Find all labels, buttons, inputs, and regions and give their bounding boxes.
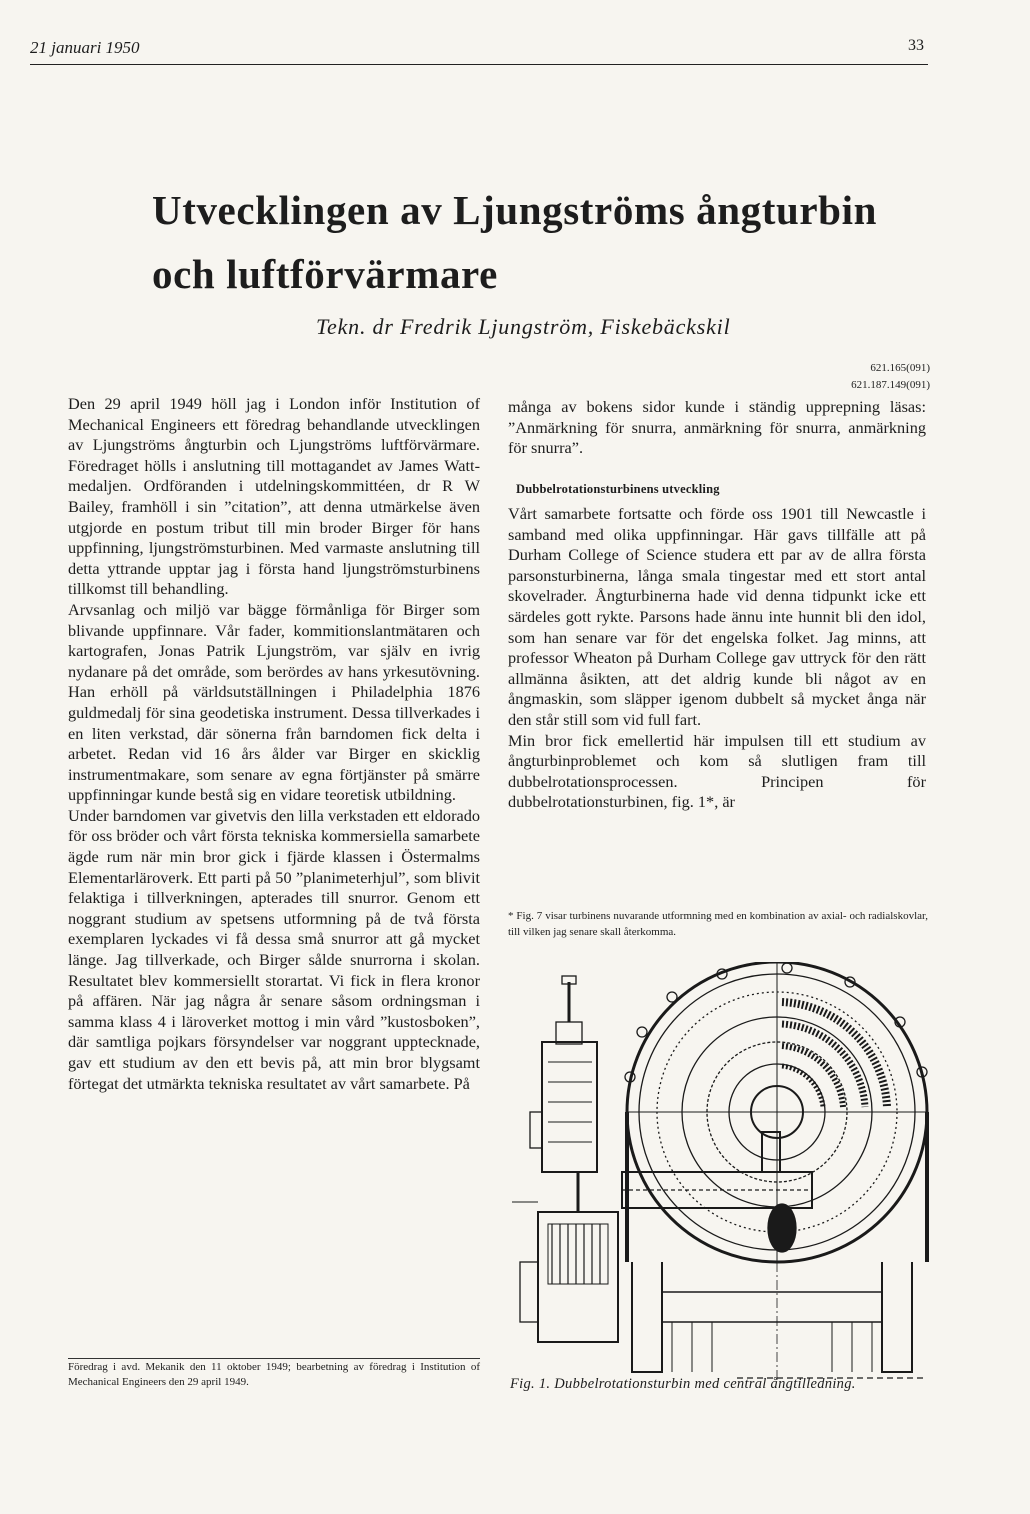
udc-classification <box>780 360 930 394</box>
paragraph-newcastle: Vårt samarbete fortsatte och förde oss 1901 till Newcastle i samband med olika uppfinningar. Här gavs tillfälle att på Durham College of Science studera ett par av de allra första parsonsturbinerna, långa smala tingestar med ett stort antal skovelrader. Ångturbinerna hade vid denna tidpunkt icke ett särdeles gott rykte. Parsons hade ännu inte hunnit bli den idol, som han senare var för det engelska folket. Jag minns, att professor Wheaton på Durham College gav uttryck för den rätt allmänna åsikten, att det aldrig kunde bli något av en ångmaskin, som släpper igenom dubbelt så mycket ånga när den står still som vid full fart. <box>508 504 926 729</box>
blade-rows <box>782 1002 887 1107</box>
foot-right <box>882 1262 912 1372</box>
udc-code-1: 621.165(091) <box>870 362 930 374</box>
udc-code-2: 621.187.149(091) <box>851 379 930 391</box>
gearbox <box>538 1212 618 1342</box>
article-author: Tekn. dr Fredrik Ljungström, Fiskebäckskil <box>316 314 731 339</box>
issue-date: 21 januari 1950 <box>30 38 140 57</box>
paragraph-childhood: Under barndomen var givetvis den lilla verkstaden ett eldorado för oss bröder och vårt första tekniska kommersiella samarbete ägde rum när min bror gick i fjärde klassen i Östermalms Elementarläroverk. Ett parti på 50 ”planimeterhjul”, som blivit felaktiga i tillverkningen, apterades till snurror. Genom ett noggrant studium av spetsens utformning på de två första exemplaren lyckades vi få dessa små snurror att gå mycket länge. Jag tillverkade, och Birger sålde snurrorna i skolan. Resultatet blev kommersiellt storartat. Vi fick in flera kronor på affären. När jag några år senare såsom ordningsman i samma klass 4 i läroverket mottog i min vård ”kustosboken”, där samtliga pojkars försyndelser var noggrant upptecknade, gav ett studium av den ett bevis på, att min bror blygsamt förtegat det utmärkta tekniska resultatet av vårt samarbete. På <box>68 805 480 1093</box>
footnote-rule <box>68 1358 480 1359</box>
left-column <box>68 394 480 1094</box>
paragraph-intro: Den 29 april 1949 höll jag i London inför Institution of Mechanical Engineers ett föredrag behandlande utvecklingen av Ljungströms ångturbin och Ljungströms luftförvärmare. Föredraget hölls i anslutning till mottagandet av James Watt-medaljen. Ordföranden i utdelningskommittéen, dr R W Bailey, framhöll i sin ”citation”, att denna utmärkelse även utgjorde en postum tribut till min broder Birger för hans uppfinning, ljungströmsturbinen. Med varmaste anslutning till detta yttrande upptar jag i första hand ljungströmsturbinens tillkomst till behandling. <box>68 394 480 599</box>
right-column-top <box>508 397 926 459</box>
section-subheading: Dubbelrotationsturbinens utveckling <box>516 482 720 496</box>
header-rule <box>30 64 928 65</box>
paragraph-heredity: Arvsanlag och miljö var bägge förmånliga för Birger som blivande uppfinnare. Vår fader, kommitionslantmätaren och kartografen, Jonas Patrik Ljungström, var själv en ivrig nydanare på det område, som berördes av hans yrkesutövning. Han erhöll på världsutställningen i Philadelphia 1876 guldmedalj för sina geodetiska instrument. Dessa tillverkades i en liten verkstad, där sönerna från barndomen fick delta i arbetet. Redan vid 16 års ålder var Birger en skicklig instrumentmakare, som senare av egna förtjänster på smärre uppfinningar kunde bestå sig en vidare teoretisk utbildning. <box>68 599 480 805</box>
lecture-footnote: Föredrag i avd. Mekanik den 11 oktober 1949; bearbetning av föredrag i Institution of Mechanical Engineers den 29 april 1949. <box>68 1361 480 1388</box>
right-column <box>508 504 926 813</box>
paragraph-impulse: Min bror fick emellertid här impulsen till ett studium av ångturbinproblemet och kom så slutligen fram till dubbelrotationsprocessen. Principen för dubbelrotationsturbinen, fig. 1*, är <box>508 730 926 812</box>
drain-ellipse <box>768 1204 796 1252</box>
paragraph-continuation: många av bokens sidor kunde i ständig upprepning läsas: ”Anmärkning för snurra, anmärkning för snurra, anmärkning för snurra”. <box>508 397 926 458</box>
turbine-drawing <box>512 962 932 1382</box>
figure-footnote: * Fig. 7 visar turbinens nuvarande utformning med en kombination av axial- och radialskovlar, till vilken jag senare skall återkomma. <box>508 910 928 938</box>
exhaust-chamber <box>662 1292 882 1322</box>
foot-left <box>632 1262 662 1372</box>
page-number: 33 <box>908 37 924 54</box>
figure-caption: Fig. 1. Dubbelrotationsturbin med central ångtilledning. <box>510 1376 856 1392</box>
article-title: Utvecklingen av Ljungströms ångturbin och luftförvärmare <box>152 187 877 297</box>
